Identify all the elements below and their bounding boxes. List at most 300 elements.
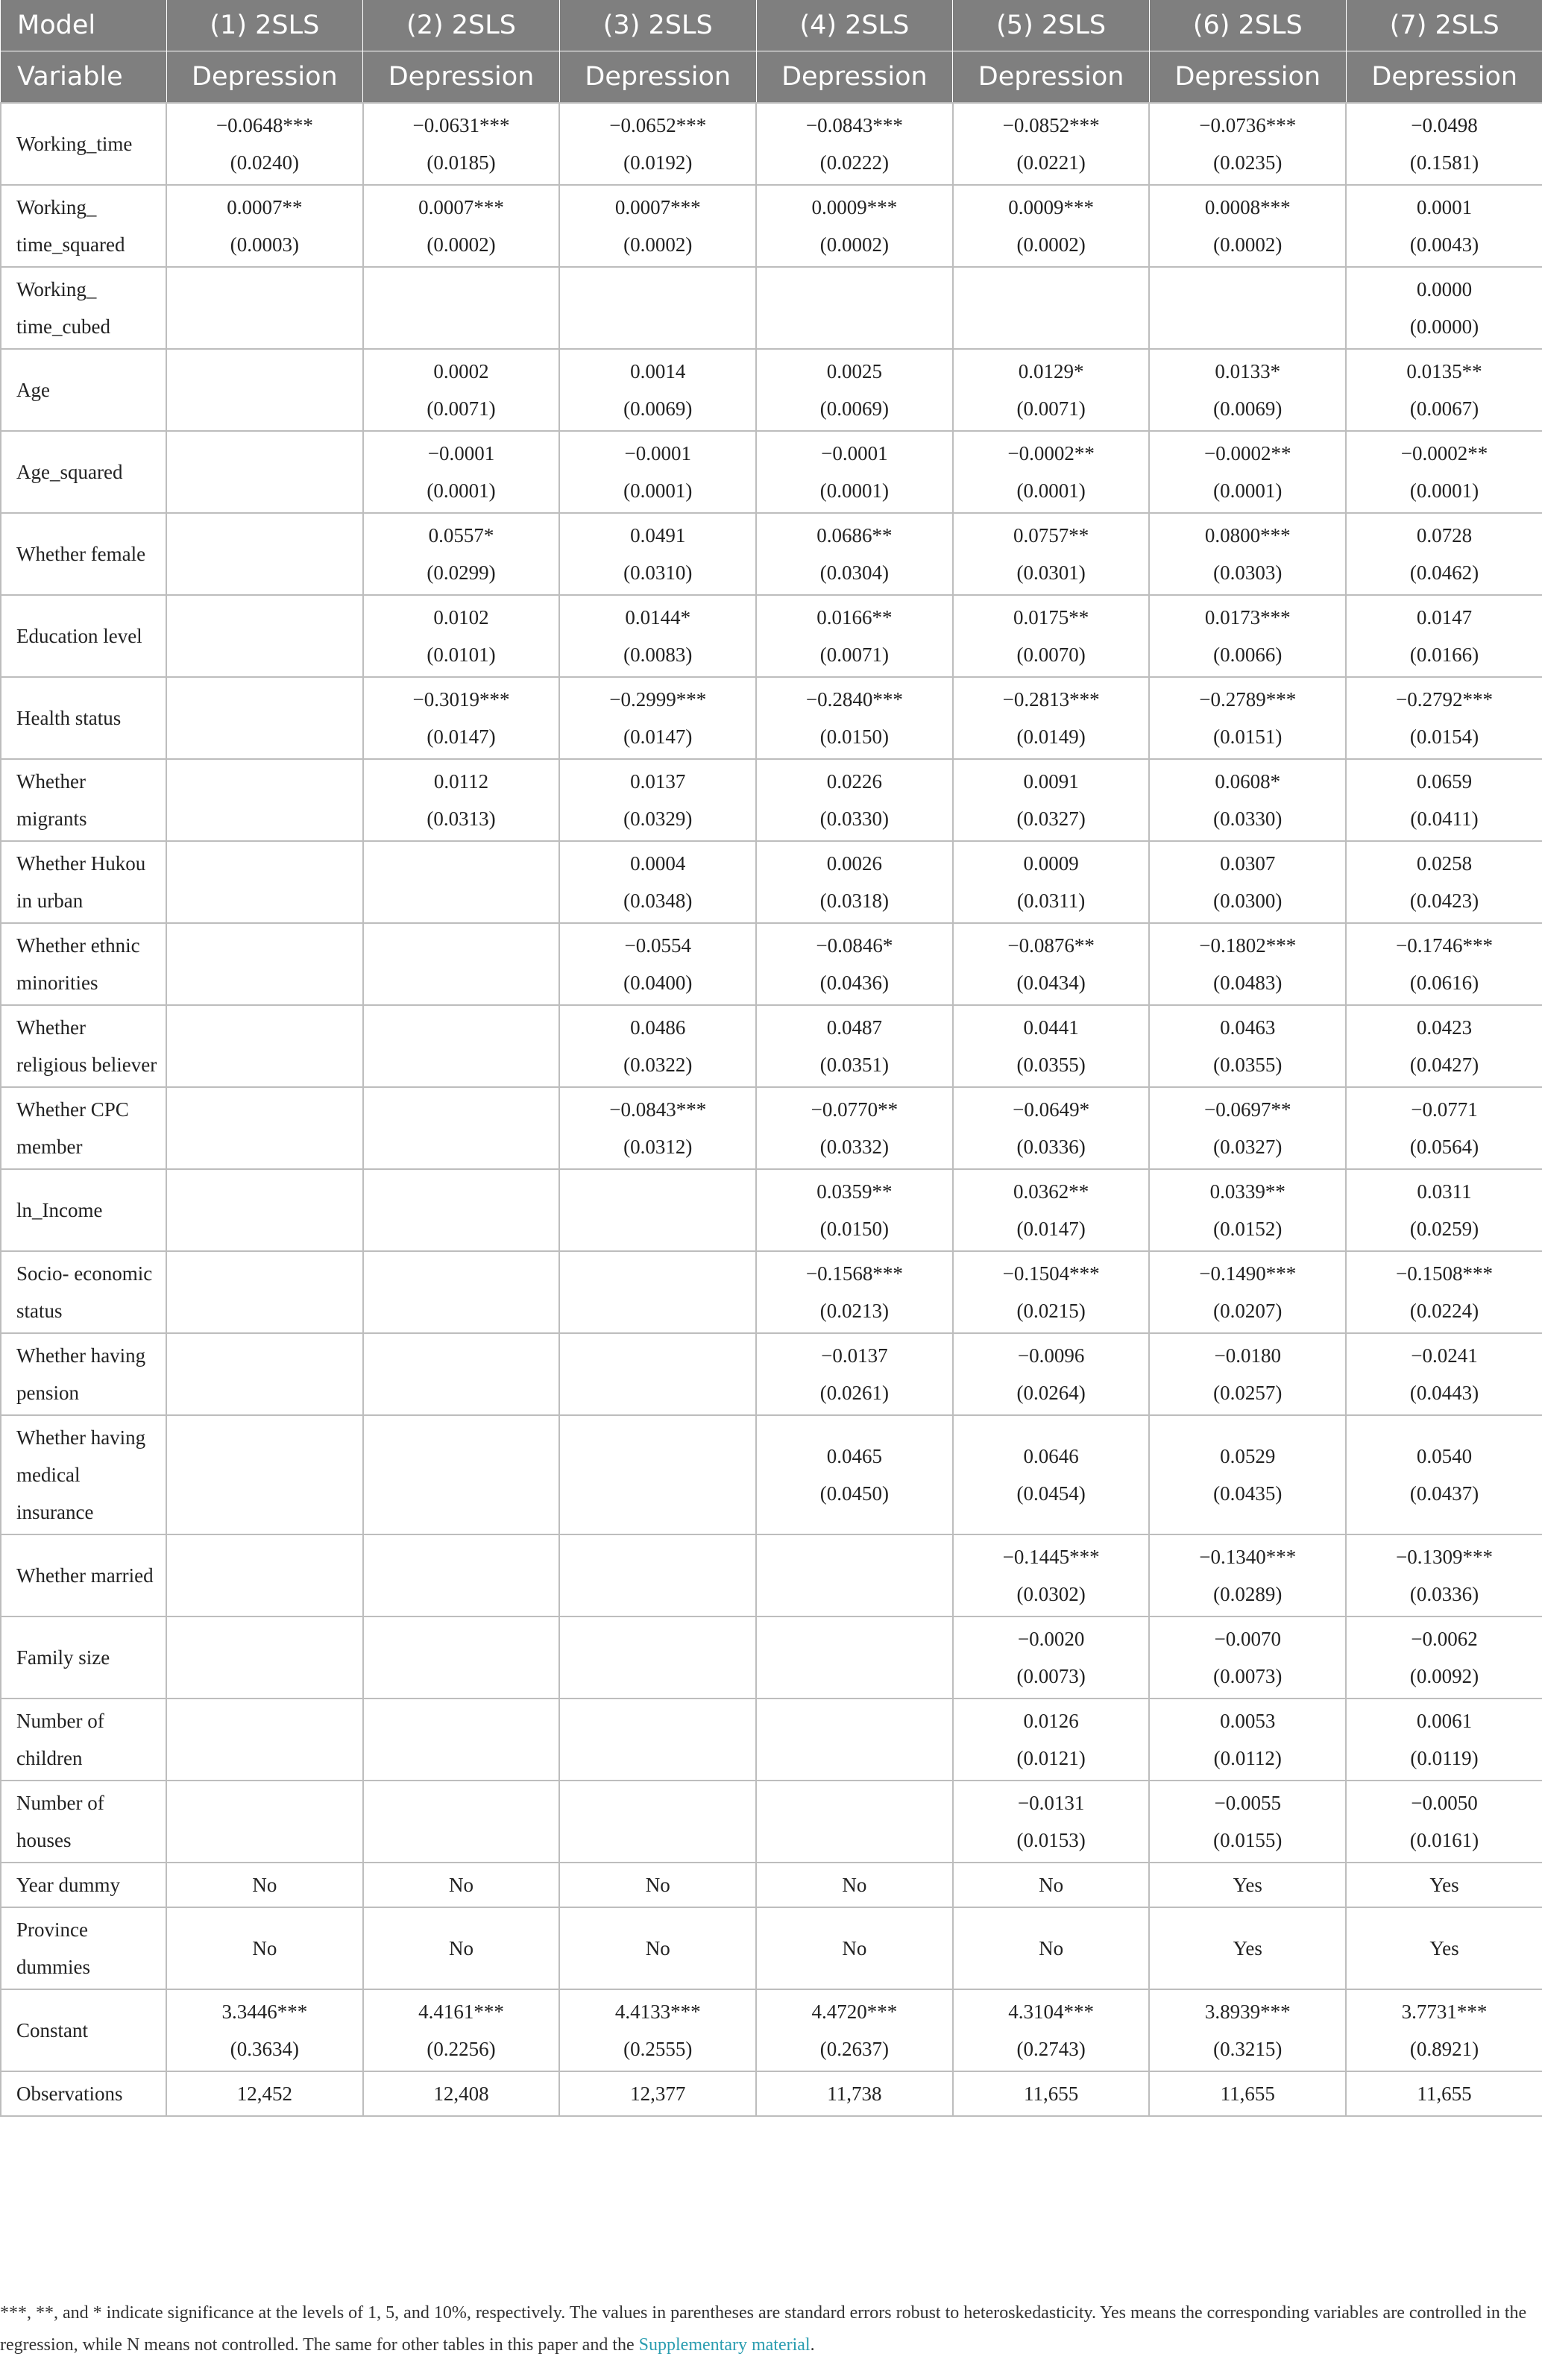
estimate-cell bbox=[1149, 1415, 1346, 1534]
estimate-cell bbox=[1346, 1863, 1542, 1907]
estimate-cell bbox=[166, 1907, 363, 1989]
variable-label: Number of houses bbox=[1, 1781, 166, 1863]
standard-error: (0.0264) bbox=[1016, 1382, 1086, 1404]
coefficient: 4.4720*** bbox=[811, 2000, 898, 2023]
variable-label: Age bbox=[1, 349, 166, 431]
standard-error: (0.0161) bbox=[1409, 1829, 1479, 1851]
estimate-cell bbox=[559, 1333, 756, 1415]
coefficient: 0.0147 bbox=[1416, 606, 1473, 629]
estimate-cell bbox=[756, 1699, 953, 1781]
estimate-cell bbox=[953, 759, 1150, 841]
standard-error: (0.0070) bbox=[1016, 643, 1086, 666]
estimate-cell bbox=[1149, 513, 1346, 595]
coefficient: 0.0258 bbox=[1416, 852, 1473, 875]
estimate-cell bbox=[559, 267, 756, 349]
model-model-7-header: (7) 2SLS bbox=[1346, 0, 1542, 51]
estimate-cell bbox=[363, 1699, 560, 1781]
standard-error: (0.8921) bbox=[1409, 2038, 1479, 2060]
coefficient: 0.0091 bbox=[1023, 770, 1079, 793]
estimate-cell bbox=[953, 1005, 1150, 1087]
standard-error: (0.0147) bbox=[427, 725, 496, 748]
estimate-cell bbox=[1346, 1251, 1542, 1333]
estimate-cell bbox=[1346, 1699, 1542, 1781]
coefficient: No bbox=[1039, 1937, 1064, 1959]
coefficient: 0.0004 bbox=[630, 852, 686, 875]
standard-error: (0.0301) bbox=[1016, 561, 1086, 584]
standard-error: (0.0213) bbox=[819, 1300, 890, 1322]
estimate-cell bbox=[166, 1534, 363, 1616]
estimate-cell bbox=[1149, 1907, 1346, 1989]
coefficient: −0.0001 bbox=[624, 442, 691, 465]
coefficient: 0.0608* bbox=[1215, 770, 1281, 793]
estimate-cell bbox=[953, 1534, 1150, 1616]
coefficient: −0.1568*** bbox=[805, 1262, 903, 1285]
standard-error: (0.0071) bbox=[1016, 397, 1086, 420]
estimate-cell bbox=[559, 2071, 756, 2116]
variable-label: Working_time bbox=[1, 103, 166, 185]
coefficient: 3.7731*** bbox=[1401, 2000, 1488, 2023]
estimate-cell bbox=[756, 677, 953, 759]
table-row bbox=[1, 1699, 1542, 1781]
coefficient: −0.2792*** bbox=[1395, 688, 1493, 711]
variable-model-6-header: Depression bbox=[1149, 51, 1346, 104]
standard-error: (0.0327) bbox=[1016, 808, 1086, 830]
table-row bbox=[1, 1534, 1542, 1616]
estimate-cell bbox=[953, 1169, 1150, 1251]
coefficient: 0.0659 bbox=[1416, 770, 1473, 793]
estimate-cell bbox=[1149, 759, 1346, 841]
coefficient: Yes bbox=[1429, 1937, 1459, 1959]
estimate-cell bbox=[1346, 103, 1542, 185]
standard-error: (0.0152) bbox=[1213, 1218, 1283, 1240]
coefficient: −0.0096 bbox=[1017, 1344, 1085, 1367]
variable-label: Whether married bbox=[1, 1534, 166, 1616]
coefficient: 0.0026 bbox=[826, 852, 883, 875]
standard-error: (0.0224) bbox=[1409, 1300, 1479, 1322]
estimate-cell bbox=[953, 1907, 1150, 1989]
coefficient: 0.0646 bbox=[1023, 1445, 1079, 1467]
coefficient: 0.0000 bbox=[1416, 278, 1473, 300]
model-model-1-header: (1) 2SLS bbox=[166, 0, 363, 51]
estimate-cell bbox=[756, 759, 953, 841]
standard-error: (0.0330) bbox=[1213, 808, 1283, 830]
estimate-cell bbox=[756, 1251, 953, 1333]
coefficient: −0.0697** bbox=[1204, 1098, 1291, 1121]
variable-label-header: Variable bbox=[1, 51, 166, 104]
standard-error: (0.0001) bbox=[819, 479, 890, 502]
coefficient: −0.0652*** bbox=[609, 114, 707, 136]
estimate-cell bbox=[756, 923, 953, 1005]
standard-error: (0.0001) bbox=[1409, 479, 1479, 502]
variable-model-7-header: Depression bbox=[1346, 51, 1542, 104]
table-row bbox=[1, 1616, 1542, 1699]
coefficient: Yes bbox=[1429, 1874, 1459, 1896]
table-row bbox=[1, 185, 1542, 267]
coefficient: No bbox=[842, 1874, 867, 1896]
coefficient: 0.0226 bbox=[826, 770, 883, 793]
coefficient: −0.0648*** bbox=[215, 114, 313, 136]
standard-error: (0.0119) bbox=[1410, 1747, 1479, 1769]
standard-error: (0.0215) bbox=[1016, 1300, 1086, 1322]
standard-error: (0.0336) bbox=[1016, 1136, 1086, 1158]
coefficient: −0.0062 bbox=[1411, 1628, 1478, 1650]
standard-error: (0.0002) bbox=[1213, 233, 1283, 256]
estimate-cell bbox=[756, 349, 953, 431]
coefficient: 0.0362** bbox=[1013, 1180, 1089, 1203]
variable-label: Education level bbox=[1, 595, 166, 677]
coefficient: 0.0487 bbox=[826, 1016, 883, 1039]
estimate-cell bbox=[1149, 267, 1346, 349]
estimate-cell bbox=[363, 1251, 560, 1333]
estimate-cell bbox=[953, 103, 1150, 185]
estimate-cell bbox=[1149, 841, 1346, 923]
estimate-cell bbox=[166, 1616, 363, 1699]
estimate-cell bbox=[1346, 1907, 1542, 1989]
estimate-cell bbox=[166, 1169, 363, 1251]
standard-error: (0.0299) bbox=[427, 561, 496, 584]
standard-error: (0.0002) bbox=[427, 233, 496, 256]
variable-model-2-header: Depression bbox=[363, 51, 560, 104]
variable-model-5-header: Depression bbox=[953, 51, 1150, 104]
table-row bbox=[1, 1169, 1542, 1251]
standard-error: (0.0303) bbox=[1213, 561, 1283, 584]
estimate-cell bbox=[1346, 759, 1542, 841]
estimate-cell bbox=[363, 759, 560, 841]
coefficient: −0.0137 bbox=[821, 1344, 888, 1367]
variable-label: Working_ time_squared bbox=[1, 185, 166, 267]
standard-error: (0.0043) bbox=[1409, 233, 1479, 256]
coefficient: 0.0053 bbox=[1220, 1710, 1276, 1732]
coefficient: 0.0339** bbox=[1209, 1180, 1285, 1203]
estimate-cell bbox=[756, 267, 953, 349]
supplementary-material-link[interactable]: Supplementary material bbox=[638, 2335, 811, 2355]
variable-label: Constant bbox=[1, 1989, 166, 2071]
standard-error: (0.0312) bbox=[623, 1136, 693, 1158]
standard-error: (0.0207) bbox=[1213, 1300, 1283, 1322]
coefficient: −0.0631*** bbox=[412, 114, 510, 136]
coefficient: −0.0770** bbox=[811, 1098, 899, 1121]
standard-error: (0.0069) bbox=[819, 397, 890, 420]
estimate-cell bbox=[1346, 513, 1542, 595]
estimate-cell bbox=[756, 513, 953, 595]
coefficient: −0.0002** bbox=[1007, 442, 1095, 465]
estimate-cell bbox=[953, 841, 1150, 923]
coefficient: No bbox=[449, 1874, 474, 1896]
estimate-cell bbox=[166, 1781, 363, 1863]
estimate-cell bbox=[1346, 1616, 1542, 1699]
standard-error: (0.0101) bbox=[427, 643, 496, 666]
coefficient: Yes bbox=[1233, 1874, 1262, 1896]
standard-error: (0.0155) bbox=[1213, 1829, 1283, 1851]
table-row bbox=[1, 1989, 1542, 2071]
estimate-cell bbox=[559, 677, 756, 759]
standard-error: (0.0001) bbox=[427, 479, 496, 502]
coefficient: 0.0061 bbox=[1416, 1710, 1473, 1732]
table-row bbox=[1, 677, 1542, 759]
coefficient: −0.1504*** bbox=[1002, 1262, 1100, 1285]
estimate-cell bbox=[756, 103, 953, 185]
standard-error: (0.0318) bbox=[819, 890, 890, 912]
standard-error: (0.0564) bbox=[1409, 1136, 1479, 1158]
standard-error: (0.0002) bbox=[623, 233, 693, 256]
standard-error: (0.0067) bbox=[1409, 397, 1479, 420]
standard-error: (0.0443) bbox=[1409, 1382, 1479, 1404]
variable-label: Whether CPC member bbox=[1, 1087, 166, 1169]
coefficient: −0.0876** bbox=[1007, 934, 1095, 957]
coefficient: −0.0001 bbox=[821, 442, 888, 465]
estimate-cell bbox=[166, 677, 363, 759]
standard-error: (0.0185) bbox=[427, 151, 496, 174]
standard-error: (0.0073) bbox=[1213, 1665, 1283, 1687]
variable-label: Observations bbox=[1, 2071, 166, 2116]
standard-error: (0.0001) bbox=[1213, 479, 1283, 502]
table-footnote bbox=[0, 2297, 1542, 2361]
coefficient: 0.0129* bbox=[1018, 360, 1084, 382]
estimate-cell bbox=[953, 2071, 1150, 2116]
coefficient: −0.0001 bbox=[427, 442, 495, 465]
estimate-cell bbox=[363, 1005, 560, 1087]
coefficient: No bbox=[645, 1937, 670, 1959]
model-label-header: Model bbox=[1, 0, 166, 51]
table-row bbox=[1, 1863, 1542, 1907]
standard-error: (0.0166) bbox=[1409, 643, 1479, 666]
estimate-cell bbox=[1149, 677, 1346, 759]
coefficient: 0.0002 bbox=[433, 360, 489, 382]
variable-label: Socio- economic status bbox=[1, 1251, 166, 1333]
estimate-cell bbox=[953, 595, 1150, 677]
standard-error: (0.0192) bbox=[623, 151, 693, 174]
estimate-cell bbox=[1149, 923, 1346, 1005]
coefficient: −0.0554 bbox=[624, 934, 691, 957]
estimate-cell bbox=[1149, 1534, 1346, 1616]
table-row bbox=[1, 431, 1542, 513]
standard-error: (0.0073) bbox=[1016, 1665, 1086, 1687]
coefficient: −0.0002** bbox=[1400, 442, 1488, 465]
estimate-cell bbox=[166, 759, 363, 841]
coefficient: −0.1340*** bbox=[1199, 1546, 1297, 1568]
table-row bbox=[1, 2071, 1542, 2116]
estimate-cell bbox=[559, 431, 756, 513]
estimate-cell bbox=[559, 1863, 756, 1907]
coefficient: −0.1490*** bbox=[1199, 1262, 1297, 1285]
table-header bbox=[1, 0, 1542, 103]
coefficient: −0.1309*** bbox=[1395, 1546, 1493, 1568]
variable-label: Whether having pension bbox=[1, 1333, 166, 1415]
standard-error: (0.0083) bbox=[623, 643, 693, 666]
coefficient: −0.2789*** bbox=[1199, 688, 1297, 711]
estimate-cell bbox=[953, 431, 1150, 513]
estimate-cell bbox=[756, 1781, 953, 1863]
table-row bbox=[1, 841, 1542, 923]
table-row bbox=[1, 1333, 1542, 1415]
coefficient: −0.0070 bbox=[1214, 1628, 1282, 1650]
estimate-cell bbox=[559, 103, 756, 185]
standard-error: (0.0437) bbox=[1409, 1482, 1479, 1505]
variable-label: Whether religious believer bbox=[1, 1005, 166, 1087]
estimate-cell bbox=[166, 267, 363, 349]
model-model-4-header: (4) 2SLS bbox=[756, 0, 953, 51]
coefficient: −0.1746*** bbox=[1395, 934, 1493, 957]
table-body bbox=[1, 103, 1542, 2116]
coefficient: 0.0529 bbox=[1220, 1445, 1276, 1467]
estimate-cell bbox=[559, 1169, 756, 1251]
estimate-cell bbox=[166, 841, 363, 923]
coefficient: 0.0008*** bbox=[1204, 196, 1291, 218]
standard-error: (0.0066) bbox=[1213, 643, 1283, 666]
coefficient: −0.3019*** bbox=[412, 688, 510, 711]
estimate-cell bbox=[559, 595, 756, 677]
estimate-cell bbox=[559, 1989, 756, 2071]
estimate-cell bbox=[1346, 677, 1542, 759]
coefficient: 0.0009 bbox=[1023, 852, 1079, 875]
standard-error: (0.0150) bbox=[819, 1218, 890, 1240]
standard-error: (0.0304) bbox=[819, 561, 890, 584]
coefficient: −0.0736*** bbox=[1199, 114, 1297, 136]
variable-label: Number of children bbox=[1, 1699, 166, 1781]
estimate-cell bbox=[1346, 1333, 1542, 1415]
coefficient: 0.0463 bbox=[1220, 1016, 1276, 1039]
coefficient: No bbox=[1039, 1874, 1064, 1896]
estimate-cell bbox=[953, 349, 1150, 431]
estimate-cell bbox=[953, 185, 1150, 267]
model-model-5-header: (5) 2SLS bbox=[953, 0, 1150, 51]
variable-label: Province dummies bbox=[1, 1907, 166, 1989]
estimate-cell bbox=[363, 1907, 560, 1989]
estimate-cell bbox=[1149, 431, 1346, 513]
coefficient: 0.0686** bbox=[816, 524, 893, 547]
estimate-cell bbox=[559, 513, 756, 595]
estimate-cell bbox=[559, 841, 756, 923]
coefficient: 3.8939*** bbox=[1204, 2000, 1291, 2023]
coefficient: No bbox=[252, 1937, 277, 1959]
standard-error: (0.1581) bbox=[1409, 151, 1479, 174]
standard-error: (0.0147) bbox=[1016, 1218, 1086, 1240]
standard-error: (0.0222) bbox=[819, 151, 890, 174]
estimate-cell bbox=[1346, 1415, 1542, 1534]
standard-error: (0.0336) bbox=[1409, 1583, 1479, 1605]
coefficient: No bbox=[645, 1874, 670, 1896]
standard-error: (0.0149) bbox=[1016, 725, 1086, 748]
coefficient: −0.1802*** bbox=[1199, 934, 1297, 957]
variable-label: Working_ time_cubed bbox=[1, 267, 166, 349]
estimate-cell bbox=[363, 1989, 560, 2071]
estimate-cell bbox=[756, 595, 953, 677]
estimate-cell bbox=[756, 185, 953, 267]
standard-error: (0.0332) bbox=[819, 1136, 890, 1158]
coefficient: 0.0728 bbox=[1416, 524, 1473, 547]
estimate-cell bbox=[363, 513, 560, 595]
standard-error: (0.0616) bbox=[1409, 972, 1479, 994]
estimate-cell bbox=[1149, 1863, 1346, 1907]
standard-error: (0.0355) bbox=[1213, 1054, 1283, 1076]
estimate-cell bbox=[1346, 1005, 1542, 1087]
estimate-cell bbox=[363, 431, 560, 513]
coefficient: −0.0002** bbox=[1204, 442, 1291, 465]
standard-error: (0.0001) bbox=[1016, 479, 1086, 502]
estimate-cell bbox=[363, 185, 560, 267]
estimate-cell bbox=[363, 1616, 560, 1699]
variable-label: Year dummy bbox=[1, 1863, 166, 1907]
coefficient: 4.3104*** bbox=[1008, 2000, 1094, 2023]
coefficient: −0.0055 bbox=[1214, 1792, 1282, 1814]
estimate-cell bbox=[559, 1534, 756, 1616]
estimate-cell bbox=[953, 923, 1150, 1005]
standard-error: (0.0240) bbox=[230, 151, 299, 174]
estimate-cell bbox=[559, 185, 756, 267]
standard-error: (0.0330) bbox=[819, 808, 890, 830]
table-row bbox=[1, 1907, 1542, 1989]
coefficient: 0.0102 bbox=[433, 606, 489, 629]
table-row bbox=[1, 349, 1542, 431]
model-model-2-header: (2) 2SLS bbox=[363, 0, 560, 51]
estimate-cell bbox=[1149, 103, 1346, 185]
coefficient: 0.0423 bbox=[1416, 1016, 1473, 1039]
coefficient: 0.0557* bbox=[428, 524, 494, 547]
variable-label: Health status bbox=[1, 677, 166, 759]
estimate-cell bbox=[1346, 431, 1542, 513]
variable-model-3-header: Depression bbox=[559, 51, 756, 104]
standard-error: (0.0322) bbox=[623, 1054, 693, 1076]
header-row-variable bbox=[1, 51, 1542, 104]
estimate-cell bbox=[756, 841, 953, 923]
coefficient: −0.1508*** bbox=[1395, 1262, 1493, 1285]
standard-error: (0.0435) bbox=[1213, 1482, 1283, 1505]
estimate-cell bbox=[363, 923, 560, 1005]
standard-error: (0.0154) bbox=[1409, 725, 1479, 748]
estimate-cell bbox=[559, 1907, 756, 1989]
coefficient: No bbox=[449, 1937, 474, 1959]
estimate-cell bbox=[953, 1333, 1150, 1415]
header-row-model bbox=[1, 0, 1542, 51]
estimate-cell bbox=[363, 1333, 560, 1415]
standard-error: (0.2743) bbox=[1016, 2038, 1086, 2060]
standard-error: (0.0427) bbox=[1409, 1054, 1479, 1076]
estimate-cell bbox=[559, 1087, 756, 1169]
estimate-cell bbox=[1149, 1251, 1346, 1333]
standard-error: (0.0313) bbox=[427, 808, 496, 830]
coefficient: 0.0465 bbox=[826, 1445, 883, 1467]
table-row bbox=[1, 1415, 1542, 1534]
standard-error: (0.0483) bbox=[1213, 972, 1283, 994]
estimate-cell bbox=[1149, 1087, 1346, 1169]
estimate-cell bbox=[166, 103, 363, 185]
standard-error: (0.0069) bbox=[623, 397, 693, 420]
estimate-cell bbox=[1346, 349, 1542, 431]
estimate-cell bbox=[756, 1863, 953, 1907]
standard-error: (0.0351) bbox=[819, 1054, 890, 1076]
estimate-cell bbox=[1346, 595, 1542, 677]
estimate-cell bbox=[166, 513, 363, 595]
variable-label: ln_Income bbox=[1, 1169, 166, 1251]
estimate-cell bbox=[363, 2071, 560, 2116]
standard-error: (0.0434) bbox=[1016, 972, 1086, 994]
table-row bbox=[1, 595, 1542, 677]
estimate-cell bbox=[166, 1251, 363, 1333]
coefficient: 0.0175** bbox=[1013, 606, 1089, 629]
estimate-cell bbox=[1346, 1087, 1542, 1169]
estimate-cell bbox=[953, 1616, 1150, 1699]
estimate-cell bbox=[559, 1415, 756, 1534]
variable-label: Family size bbox=[1, 1616, 166, 1699]
variable-label: Whether ethnic minorities bbox=[1, 923, 166, 1005]
standard-error: (0.0400) bbox=[623, 972, 693, 994]
estimate-cell bbox=[1346, 1169, 1542, 1251]
coefficient: 0.0757** bbox=[1013, 524, 1089, 547]
estimate-cell bbox=[1149, 1781, 1346, 1863]
estimate-cell bbox=[1149, 1005, 1346, 1087]
variable-label: Whether migrants bbox=[1, 759, 166, 841]
estimate-cell bbox=[363, 1169, 560, 1251]
